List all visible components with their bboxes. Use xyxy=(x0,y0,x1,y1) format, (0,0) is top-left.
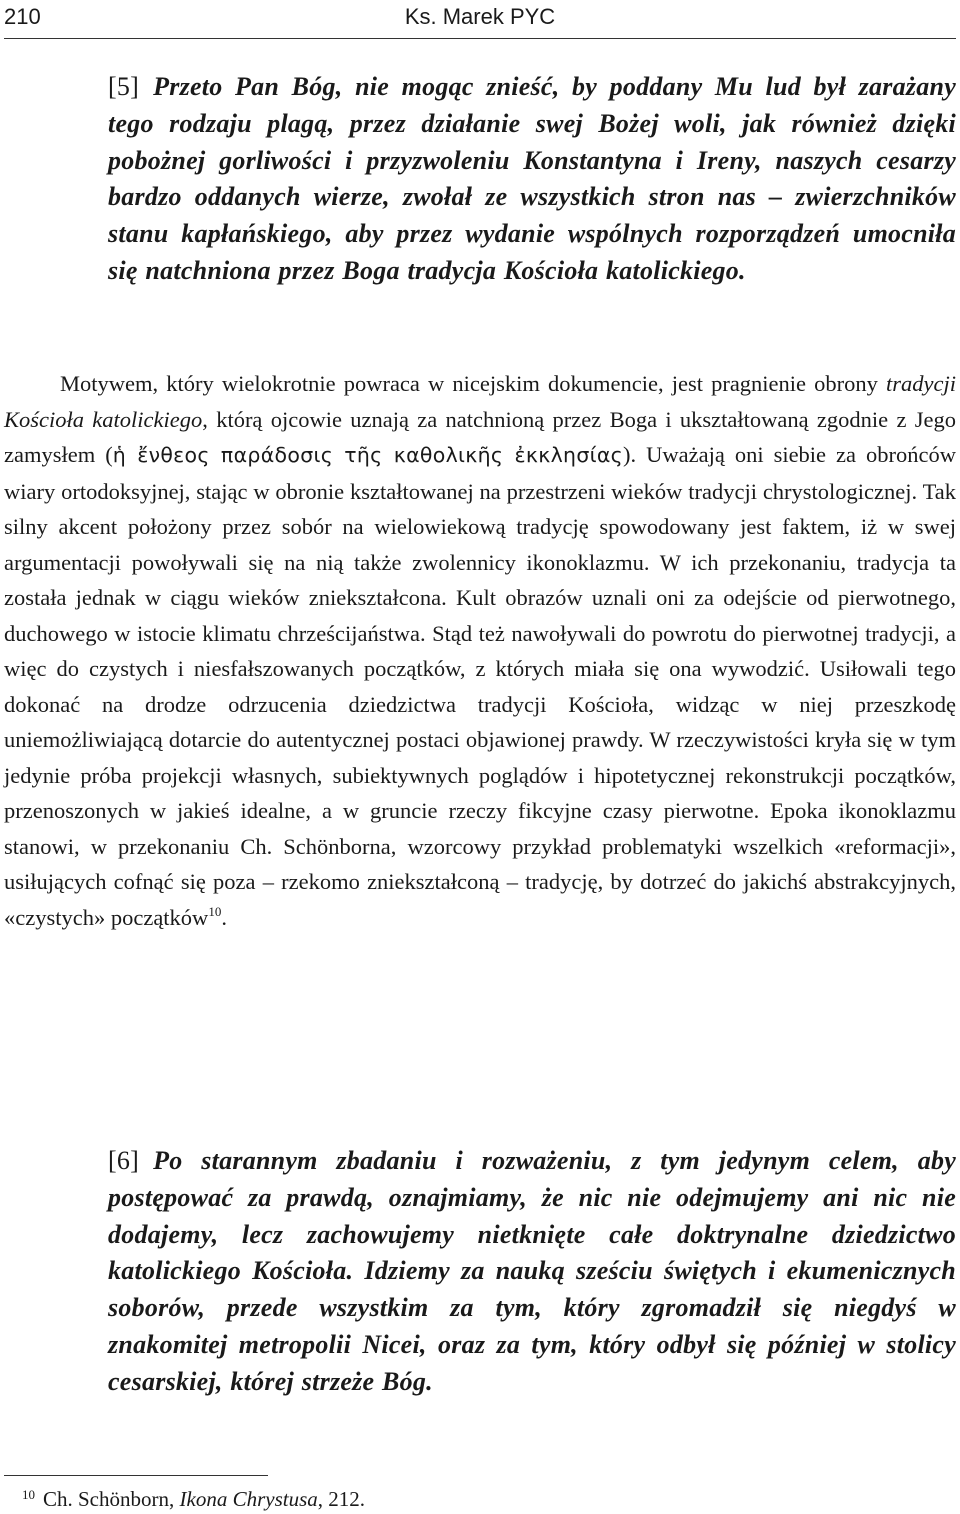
footnote xyxy=(22,1486,942,1512)
footnote-rule xyxy=(4,1475,268,1476)
footnote-reference[interactable]: 10 xyxy=(208,903,222,919)
paragraph-number: [6] xyxy=(108,1146,140,1175)
footnote-number: 10 xyxy=(22,1487,35,1502)
page-number: 210 xyxy=(4,4,41,29)
header-rule xyxy=(4,38,956,39)
running-head: Ks. Marek PYC xyxy=(404,4,556,29)
paragraph-number: [5] xyxy=(108,72,140,101)
footnote-pages: , 212. xyxy=(317,1487,365,1511)
body-text-2: , którą ojcowie uznają za natchnioną przez Boga i ukształtowaną zgodnie z Jego zamysłem ( xyxy=(4,406,956,467)
page-header xyxy=(4,0,956,38)
quote-paragraph-5 xyxy=(108,69,956,290)
footnote-title: Ikona Chrystusa xyxy=(179,1487,318,1511)
body-text-1: Motywem, który wielokrotnie powraca w nicejskim dokumencie, jest pragnienie obrony xyxy=(60,371,887,396)
quote-paragraph-6 xyxy=(108,1143,956,1401)
italic-phrase: tradycji Kościoła katolickiego xyxy=(4,371,956,432)
body-text-3: ). Uważają oni siebie za obrońców wiary ortodoksyjnej, stając w obronie kształtowanej na przestrzeni wieków tradycji chrystologicznej. Tak silny akcent położony przez sobór na wielowiekową tradycję spowodowany jest faktem, iż w swej argumentacji powoływali się na nią także zwolennicy ikonoklazmu. W ich przekonaniu, tradycja ta została jednak w ciągu wieków zniekształcona. Kult obrazów uznali oni za odejście od pierwotnego, duchowego w istocie klimatu chrześcijaństwa. Stąd też nawoływali do powrotu do pierwotnej tradycji, a więc do czystych i niesfałszowanych początków, z których miała się ona wywodzić. Usiłowali tego dokonać na drodze odrzucenia dziedzictwa tradycji Kościoła, widząc w niej przeszkodę uniemożliwiającą dotarcie do autentycznej postaci objawionej prawdy. W rzeczywistości kryła się w tym jedynie próba projekcji własnych, subiektywnych poglądów i hipotetycznej rekonstrukcji początków, przenoszonych w jakieś idealne, a w gruncie rzeczy fikcyjne czasy pierwotne. Epoka ikonoklazmu stanowi, w przekonaniu Ch. Schönborna, wzorcowy przykład problematyki wszelkich «reformacji», usiłujących cofnąć się poza – rzekomo zniekształconą – tradycję, by dotrzeć do jakichś abstrakcyjnych, «czystych» początków xyxy=(4,442,956,930)
body-paragraph xyxy=(4,366,956,935)
quote-text: Po starannym zbadaniu i rozważeniu, z tym jedynym celem, aby postępować za prawdą, oznajmiamy, że nic nie odejmujemy ani nic nie dodajemy, lecz zachowujemy nietknięte całe doktrynalne dziedzictwo katolickiego Kościoła. Idziemy za nauką sześciu świętych i ekumenicznych soborów, przede wszystkim za tym, który zgromadził się niegdyś w znakomitej metropolii Nicei, oraz za tym, który odbył się później w stolicy cesarskiej, której strzeże Bóg. xyxy=(108,1146,956,1396)
quote-text: Przeto Pan Bóg, nie mogąc znieść, by poddany Mu lud był zarażany tego rodzaju plagą, przez działanie swej Bożej woli, jak również dzięki pobożnej gorliwości i przyzwoleniu Konstantyna i Ireny, naszych cesarzy bardzo oddanych wierze, zwołał ze wszystkich stron nas – zwierzchników stanu kapłańskiego, aby przez wydanie wspólnych rozporządzeń umocniła się natchniona przez Boga tradycja Kościoła katolickiego. xyxy=(108,72,956,285)
footnote-author: Ch. Schönborn, xyxy=(43,1487,180,1511)
body-text-4: . xyxy=(221,904,227,930)
greek-phrase: ἡ ἔνθεος παράδοσις τῆς καθολικῆς ἐκκλησίας xyxy=(112,443,623,467)
